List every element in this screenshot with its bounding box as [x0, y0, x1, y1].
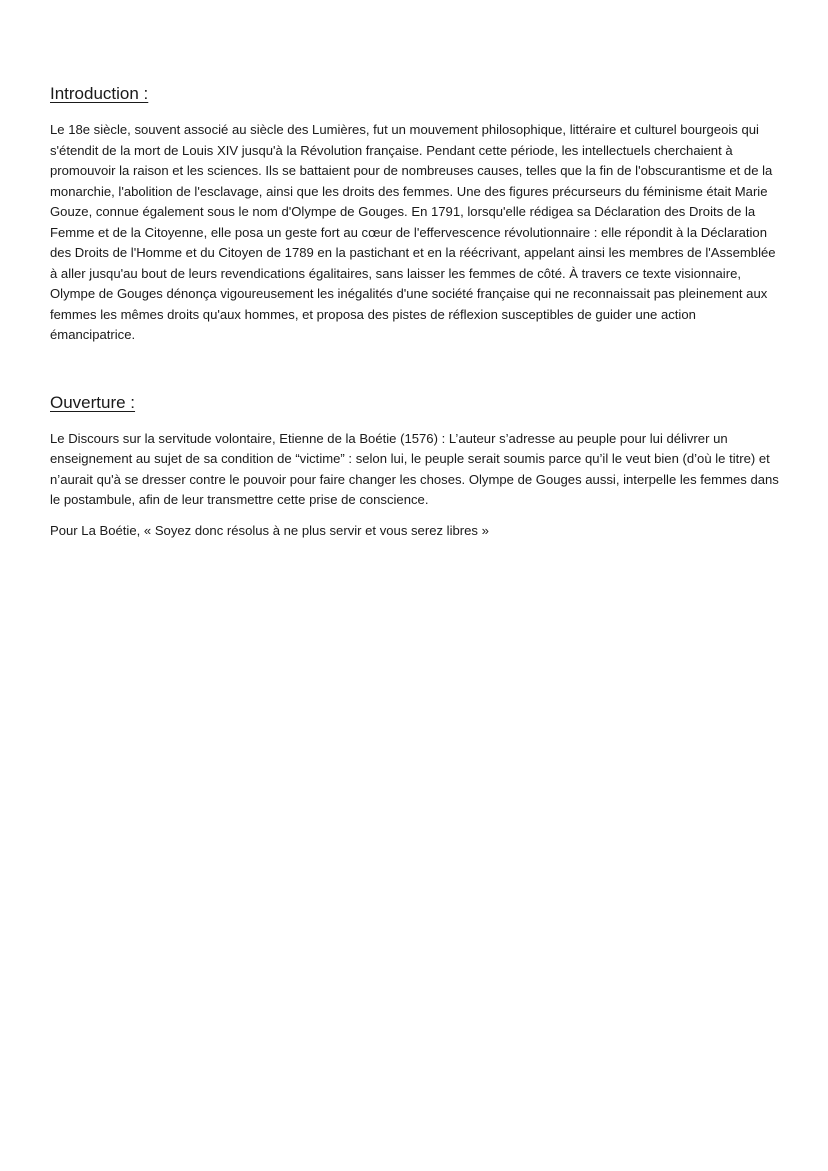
ouverture-section: [50, 391, 780, 542]
introduction-paragraph: Le 18e siècle, souvent associé au siècle des Lumières, fut un mouvement philosophique, littéraire et culturel bourgeois qui s'étendit de la mort de Louis XIV jusqu'à la Révolution française. Pendant cette période, les intellectuels cherchaient à promouvoir la raison et les sciences. Ils se battaient pour de nombreuses causes, telles que la fin de l'obscurantisme et de la monarchie, l'abolition de l'esclavage, ainsi que les droits des femmes. Une des figures précurseurs du féminisme était Marie Gouze, connue également sous le nom d'Olympe de Gouges. En 1791, lorsqu'elle rédigea sa Déclaration des Droits de la Femme et de la Citoyenne, elle posa un geste fort au cœur de l'effervescence révolutionnaire : elle répondit à la Déclaration des Droits de l'Homme et du Citoyen de 1789 en la pastichant et en la réécrivant, appelant ainsi les membres de l'Assemblée à aller jusqu'au bout de leurs revendications égalitaires, sans laisser les femmes de côté. À travers ce texte visionnaire, Olympe de Gouges dénonça vigoureusement les inégalités d'une société française qui ne reconnaissait pas pleinement aux femmes les mêmes droits qu'aux hommes, et proposa des pistes de réflexion susceptibles de guider une action émancipatrice.: [50, 122, 776, 342]
ouverture-heading: Ouverture :: [50, 392, 136, 412]
document-page: [50, 82, 780, 541]
introduction-section: [50, 82, 780, 346]
boetie-quote: Pour La Boétie, « Soyez donc résolus à ne plus servir et vous serez libres »: [50, 522, 489, 538]
introduction-heading: Introduction :: [50, 84, 149, 103]
ouverture-paragraph: Le Discours sur la servitude volontaire, Etienne de la Boétie (1576) : L’auteur s’adresse au peuple pour lui délivrer un enseignement au sujet de sa condition de “victime” : selon lui, le peuple serait soumis parce qu’il le veut bien (d’où le titre) et n’aurait qu'à se dresser contre le pouvoir pour faire changer les choses. Olympe de Gouges aussi, interpelle les femmes dans le postambule, afin de leur transmettre cette prise de conscience.: [50, 430, 779, 507]
